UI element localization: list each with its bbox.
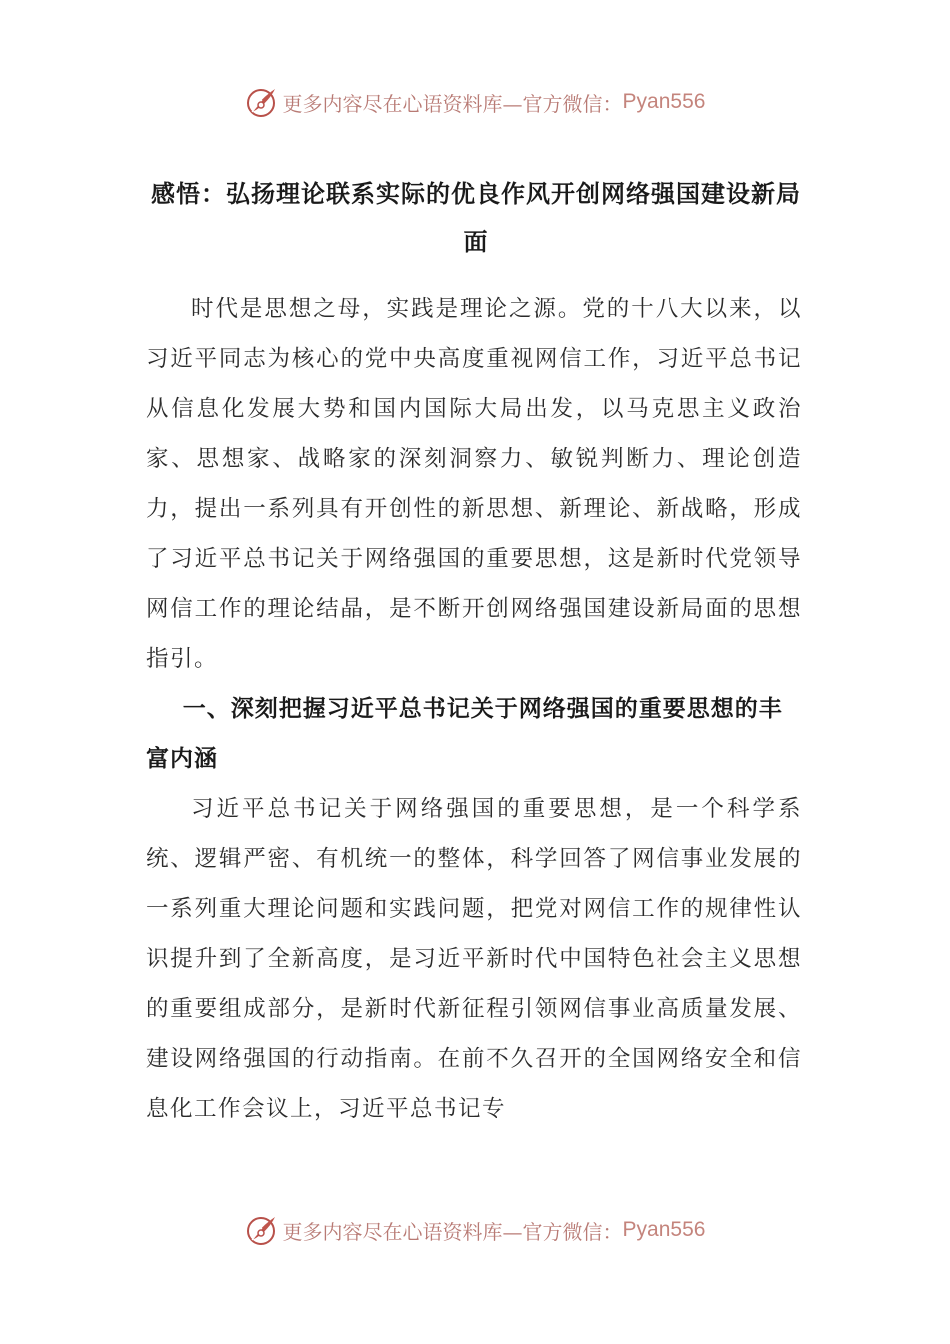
footer-banner-text: 更多内容尽在心语资料库—官方微信： <box>282 1219 623 1244</box>
header-banner-text: 更多内容尽在心语资料库—官方微信： <box>282 91 623 116</box>
document-title: 感悟：弘扬理论联系实际的优良作风开创网络强国建设新局面 <box>151 179 801 256</box>
footer-banner <box>0 1210 950 1250</box>
quill-pen-icon <box>245 1213 279 1247</box>
header-wechat-id: Pyan556 <box>622 90 706 113</box>
footer-wechat-id: Pyan556 <box>622 1218 706 1241</box>
paragraph-section-1: 习近平总书记关于网络强国的重要思想，是一个科学系统、逻辑严密、有机统一的整体，科学回答了网信事业发展的一系列重大理论问题和实践问题，把党对网信工作的规律性认识提升到了全新高度，是习近平新时代中国特色社会主义思想的重要组成部分，是新时代新征程引领网信事业高质量发展、建设网络强国的行动指南。在前不久召开的全国网络安全和信息化工作会议上，习近平总书记专 <box>146 796 802 1122</box>
header-banner <box>0 82 950 122</box>
section-heading-1: 一、深刻把握习近平总书记关于网络强国的重要思想的丰富内涵 <box>146 695 783 772</box>
document-body <box>146 284 802 1134</box>
paragraph-intro: 时代是思想之母，实践是理论之源。党的十八大以来，以习近平同志为核心的党中央高度重视网信工作，习近平总书记从信息化发展大势和国内国际大局出发，以马克思主义政治家、思想家、战略家的深刻洞察力、敏锐判断力、理论创造力，提出一系列具有开创性的新思想、新理论、新战略，形成了习近平总书记关于网络强国的重要思想，这是新时代党领导网信工作的理论结晶，是不断开创网络强国建设新局面的思想指引。 <box>146 296 802 672</box>
quill-pen-icon <box>245 85 279 119</box>
